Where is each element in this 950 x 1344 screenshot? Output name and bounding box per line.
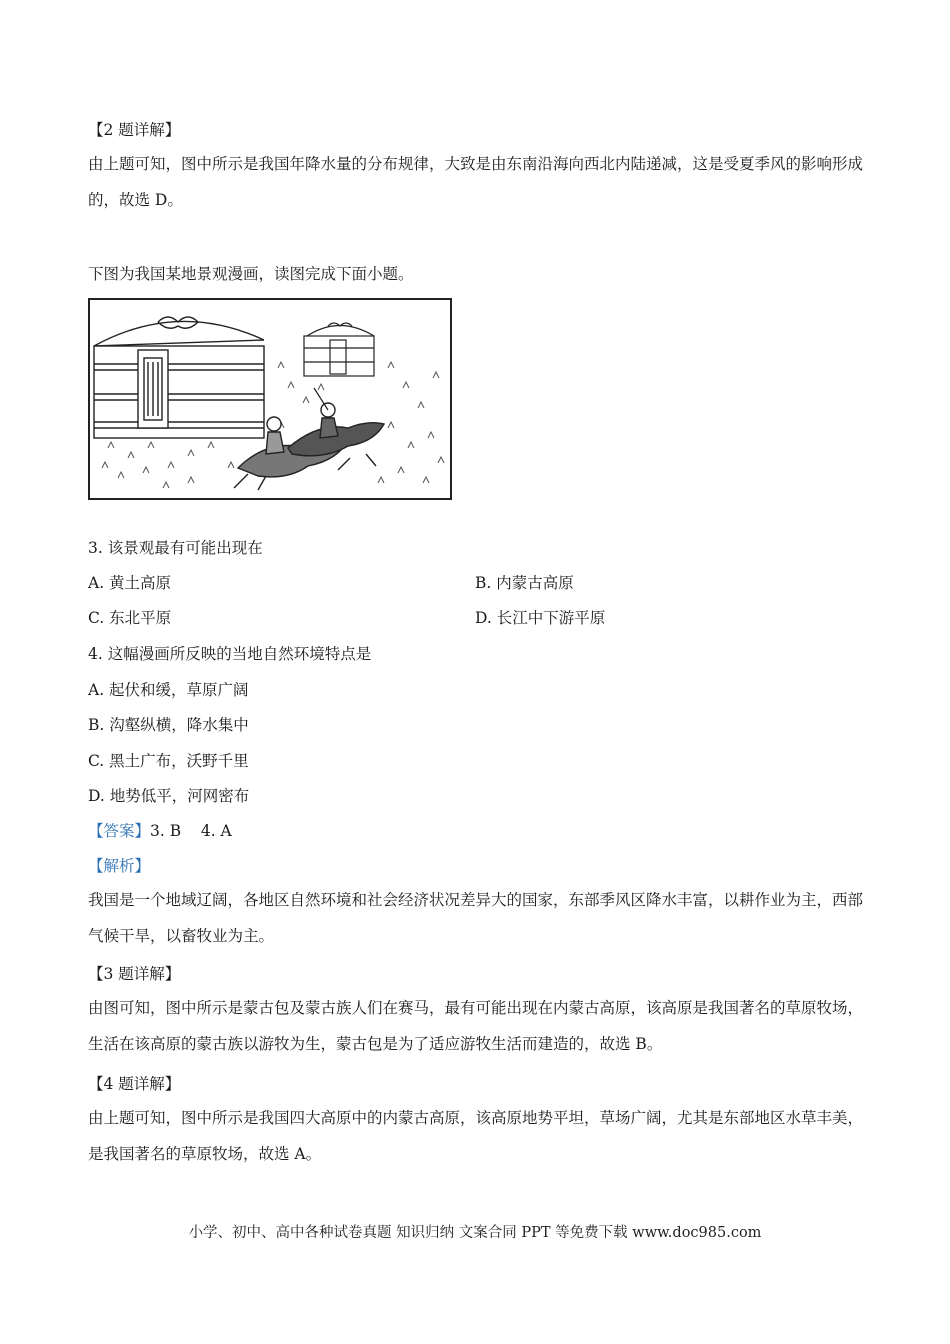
analysis-text: 我国是一个地域辽阔，各地区自然环境和社会经济状况差异大的国家，东部季风区降水丰富，以耕作业为主，西部气候干旱，以畜牧业为主。 [88, 891, 864, 945]
q4-detail-heading: 【4 题详解】 [88, 1075, 181, 1093]
q3-detail-text: 由图可知，图中所示是蒙古包及蒙古族人们在赛马，最有可能出现在内蒙古高原，该高原是我国著名的草原牧场，生活在该高原的蒙古族以游牧为生，蒙古包是为了适应游牧生活而建造的，故选 B。 [88, 999, 864, 1053]
question3-option-c: C. 东北平原 [88, 609, 172, 627]
mongolian-yurt-horse-race-illustration [88, 298, 452, 500]
question4-option-b: B. 沟壑纵横，降水集中 [88, 716, 249, 734]
question3-option-b: B. 内蒙古高原 [475, 574, 574, 592]
answer-line [88, 819, 232, 841]
analysis-label: 【解析】 [88, 857, 151, 875]
question3-stem: 3. 该景观最有可能出现在 [88, 539, 263, 557]
q3-detail-heading: 【3 题详解】 [88, 965, 181, 983]
question4-stem: 4. 这幅漫画所反映的当地自然环境特点是 [88, 645, 372, 663]
question4-option-a: A. 起伏和缓，草原广阔 [88, 681, 249, 699]
question4-option-d: D. 地势低平，河网密布 [88, 787, 250, 805]
answer-label: 【答案】 [88, 822, 151, 840]
intro-text: 下图为我国某地景观漫画，读图完成下面小题。 [88, 265, 414, 283]
page-footer: 小学、初中、高中各种试卷真题 知识归纳 文案合同 PPT 等免费下载 www.doc985.com [188, 1225, 762, 1241]
question4-option-c: C. 黑土广布，沃野千里 [88, 752, 249, 770]
q4-detail-text: 由上题可知，图中所示是我国四大高原中的内蒙古高原，该高原地势平坦，草场广阔，尤其是东部地区水草丰美，是我国著名的草原牧场，故选 A。 [88, 1109, 864, 1163]
question3-option-a: A. 黄土高原 [88, 574, 172, 592]
question3-option-d: D. 长江中下游平原 [475, 609, 606, 627]
answer-value: 3. B 4. A [150, 822, 232, 840]
q2-detail-heading: 【2 题详解】 [88, 121, 181, 139]
q2-detail-text: 由上题可知，图中所示是我国年降水量的分布规律，大致是由东南沿海向西北内陆递减，这是受夏季风的影响形成的，故选 D。 [88, 155, 864, 209]
